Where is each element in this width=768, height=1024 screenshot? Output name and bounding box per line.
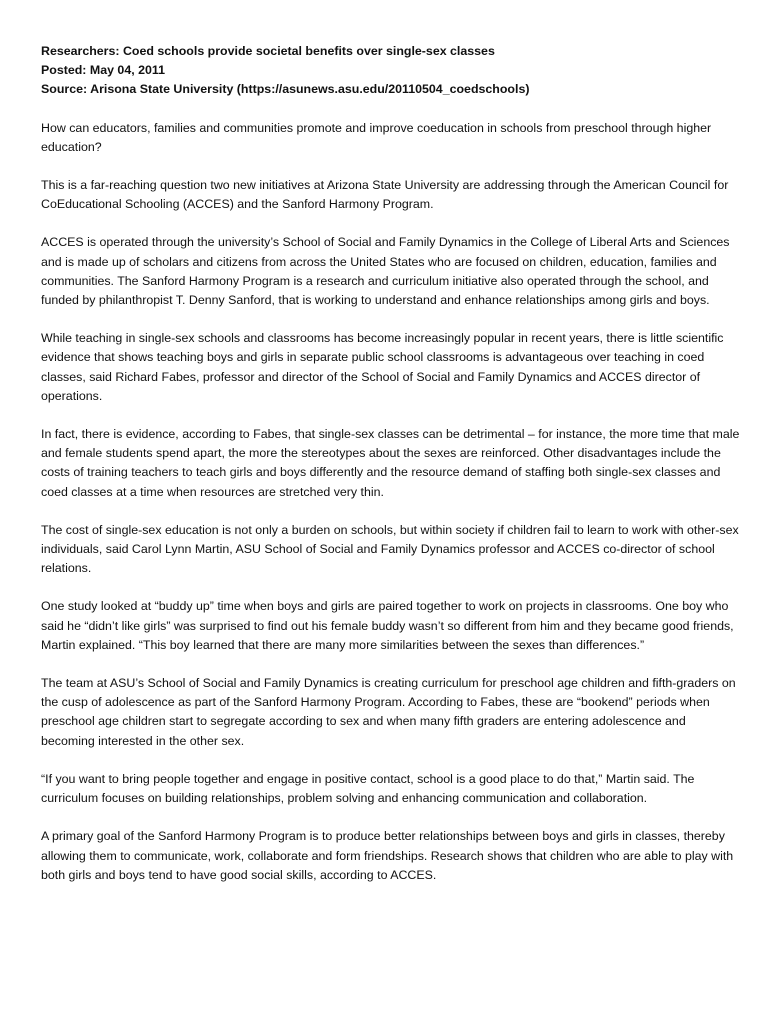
paragraph: A primary goal of the Sanford Harmony Program is to produce better relationships between boys and girls in classes, thereby allowing them to communicate, work, collaborate and form friendships. Research shows that children who are able to play with both girls and boys tend to have good social skills, according to ACCES. [41, 829, 734, 882]
paragraph: “If you want to bring people together and engage in positive contact, school is a good place to do that,” Martin said. The curriculum focuses on building relationships, problem solving and enhancing communication and collaboration. [41, 771, 695, 806]
article-source: Source: Arisona State University (https://asunews.asu.edu/20110504_coedschools) [41, 82, 530, 97]
article-header [41, 42, 741, 100]
paragraph: In fact, there is evidence, according to Fabes, that single-sex classes can be detrimental – for instance, the more time that male and female students spend apart, the more the stereotypes about the sexes are reinforced. Other disadvantages include the costs of training teachers to teach girls and boys differently and the resource demand of staffing both single-sex classes and coed classes at a time when resources are stretched very thin. [41, 427, 740, 499]
posted-date: Posted: May 04, 2011 [41, 63, 165, 78]
article-title: Researchers: Coed schools provide societal benefits over single-sex classes [41, 44, 495, 58]
document-page [41, 42, 741, 904]
paragraph: The team at ASU’s School of Social and Family Dynamics is creating curriculum for preschool age children and fifth-graders on the cusp of adolescence as part of the Sanford Harmony Program. According to Fabes, these are “bookend” periods when preschool age children start to segregate according to sex and when many fifth graders are entering adolescence and becoming interested in the other sex. [41, 676, 736, 748]
paragraph: How can educators, families and communities promote and improve coeducation in schools from preschool through higher education? [41, 120, 712, 154]
paragraph: This is a far-reaching question two new initiatives at Arizona State University are addressing through the American Council for CoEducational Schooling (ACCES) and the Sanford Harmony Program. [41, 178, 729, 212]
paragraph: The cost of single-sex education is not only a burden on schools, but within society if children fail to learn to work with other-sex individuals, said Carol Lynn Martin, ASU School of Social and Family Dynamics professor and ACCES co-director of school relations. [41, 522, 739, 576]
paragraph: ACCES is operated through the university’s School of Social and Family Dynamics in the College of Liberal Arts and Sciences and is made up of scholars and citizens from across the United States who are focused on children, education, families and communities. The Sanford Harmony Program is a research and curriculum initiative also operated through the school, and funded by philanthropist T. Denny Sanford, that is working to understand and enhance relationships among girls and boys. [41, 235, 730, 308]
paragraph: One study looked at “buddy up” time when boys and girls are paired together to work on projects in classrooms. One boy who said he “didn’t like girls” was surprised to find out his female buddy wasn’t so different from him and they became good friends, Martin explained. “This boy learned that there are many more similarities between the sexes than differences.” [41, 599, 734, 652]
article-body [41, 119, 741, 885]
paragraph: While teaching in single-sex schools and classrooms has become increasingly popular in recent years, there is little scientific evidence that shows teaching boys and girls in separate public school classrooms is advantageous over teaching in coed classes, said Richard Fabes, professor and director of the School of Social and Family Dynamics and ACCES director of operations. [41, 331, 724, 403]
